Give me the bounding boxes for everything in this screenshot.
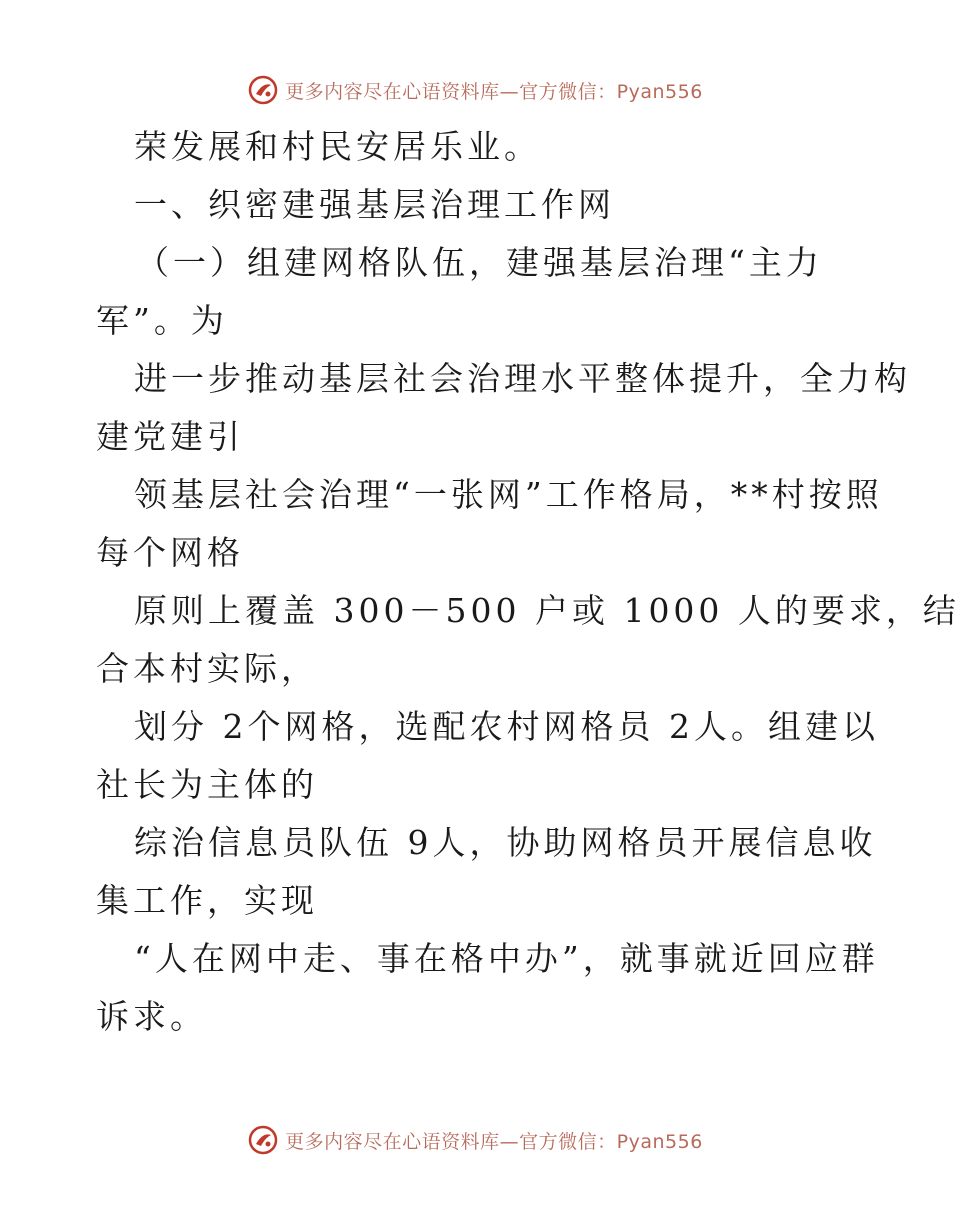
brand-logo-icon bbox=[247, 74, 279, 106]
text-line: 进一步推动基层社会治理水平整体提升，全力构 bbox=[134, 359, 911, 398]
text-line: 合本村实际， bbox=[96, 649, 318, 688]
text-line: 每个网格 bbox=[96, 533, 244, 572]
watermark-text: 更多内容尽在心语资料库—官方微信：Pyan556 bbox=[285, 1130, 703, 1153]
brand-logo-icon bbox=[247, 1124, 279, 1156]
text-line: 划分 2个网格，选配农村网格员 2人。组建以 bbox=[134, 707, 879, 746]
text-line: 原则上覆盖 300－500 户或 1000 人的要求，结 bbox=[134, 591, 960, 630]
text-line: 社长为主体的 bbox=[96, 765, 318, 804]
text-line: 荣发展和村民安居乐业。 bbox=[134, 127, 541, 166]
text-line: 建党建引 bbox=[96, 417, 244, 456]
footer-watermark bbox=[0, 1120, 950, 1160]
text-line: 军”。为 bbox=[96, 301, 228, 340]
text-line: 综治信息员队伍 9人，协助网格员开展信息收 bbox=[134, 823, 877, 862]
watermark-text: 更多内容尽在心语资料库—官方微信：Pyan556 bbox=[285, 80, 703, 103]
text-line: 领基层社会治理“一张网”工作格局，**村按照 bbox=[134, 475, 883, 514]
subsection-heading: （一）组建网格队伍，建强基层治理“主力 bbox=[136, 243, 823, 282]
text-line: 集工作，实现 bbox=[96, 881, 318, 920]
header-watermark bbox=[0, 70, 950, 110]
text-line: 诉求。 bbox=[96, 997, 207, 1036]
text-line: “人在网中走、事在格中办”，就事就近回应群 bbox=[134, 939, 879, 978]
section-heading: 一、织密建强基层治理工作网 bbox=[134, 185, 615, 224]
document-body bbox=[96, 118, 960, 1046]
